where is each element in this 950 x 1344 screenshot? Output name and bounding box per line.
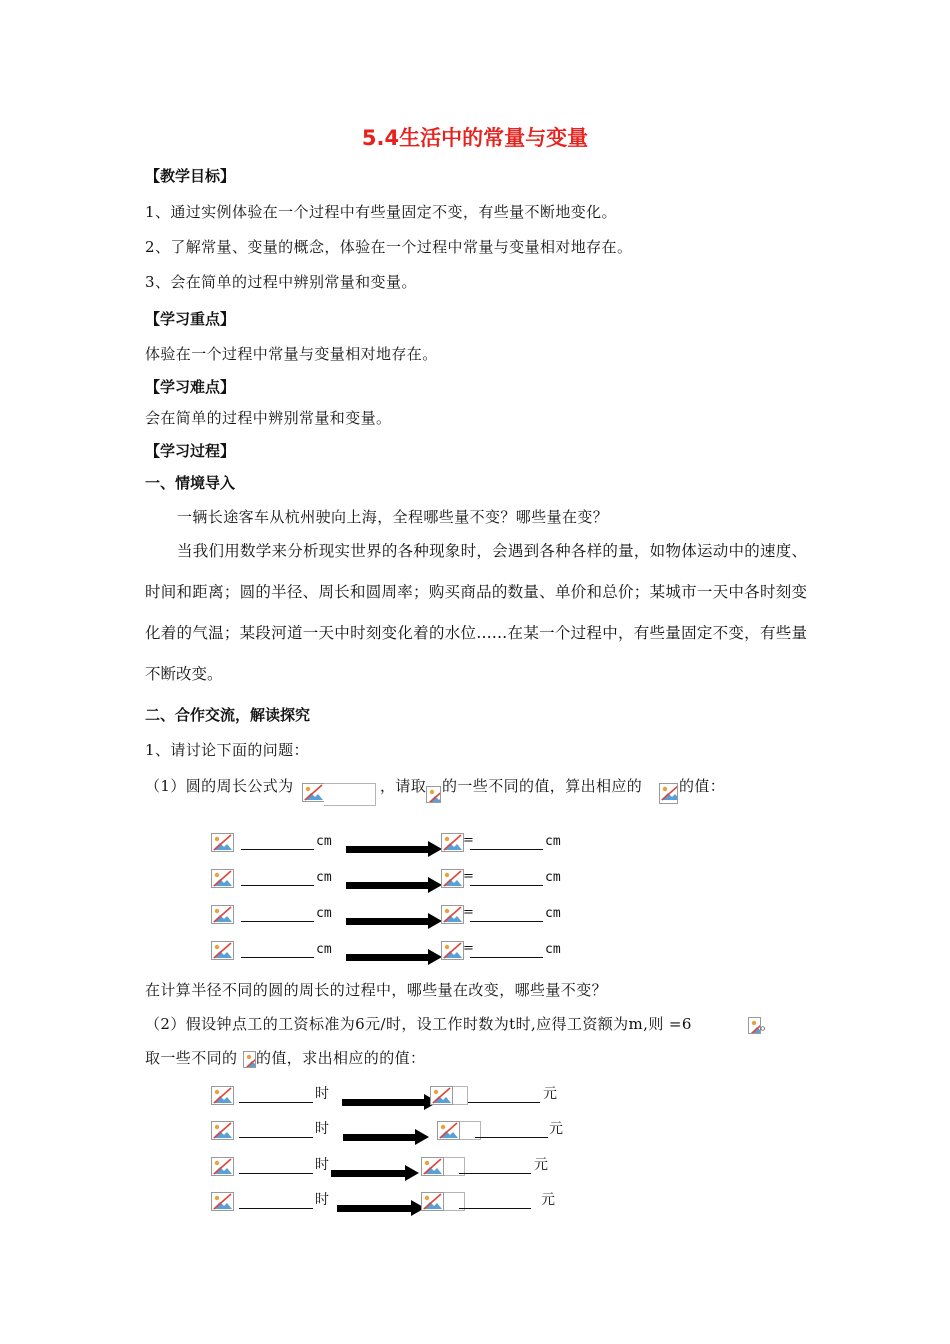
answer-blank — [239, 1173, 313, 1174]
q2-text-c: 取一些不同的 — [145, 1049, 238, 1067]
circumference-image-icon — [441, 905, 464, 924]
unit-label: 时 — [315, 1192, 329, 1208]
answer-blank — [470, 885, 543, 886]
unit-label: cm — [545, 942, 561, 957]
unit-label: 元 — [549, 1121, 563, 1137]
discuss-text: 1、请讨论下面的问题： — [145, 741, 309, 759]
unit-label: 时 — [315, 1121, 329, 1137]
hours-image-icon — [211, 1121, 234, 1140]
unit-label: cm — [316, 834, 332, 849]
unit-label: cm — [316, 942, 332, 957]
radius-image-icon — [211, 833, 234, 852]
q2-text-d: 的值，求出相应的的值： — [256, 1049, 426, 1067]
answer-blank — [239, 1208, 313, 1209]
unit-label: 时 — [315, 1086, 329, 1102]
equals-sign: = — [463, 833, 474, 848]
part1-heading: 一、情境导入 — [145, 474, 236, 492]
hours-image-icon — [211, 1157, 234, 1176]
unit-label: cm — [316, 870, 332, 885]
q1-text-d: 的值： — [679, 777, 726, 795]
unit-label: cm — [545, 906, 561, 921]
variable-r-icon — [426, 786, 441, 803]
q1-followup: 在计算半径不同的圆的周长的过程中，哪些量在改变，哪些量不变？ — [145, 981, 608, 999]
answer-blank — [459, 1173, 531, 1174]
radius-image-icon — [211, 905, 234, 924]
difficulty-text: 会在简单的过程中辨别常量和变量。 — [145, 409, 392, 427]
q2-text-a: （2）假设钟点工的工资标准为6元/时，设工作时数为t时,应得工资额为m,则 =6 — [145, 1015, 692, 1033]
answer-blank — [468, 1102, 540, 1103]
arrow-icon — [346, 918, 430, 925]
arrow-icon — [337, 1205, 413, 1212]
wage-image-icon — [430, 1086, 453, 1105]
answer-blank — [241, 957, 314, 958]
goal-item: 2、了解常量、变量的概念，体验在一个过程中常量与变量相对地存在。 — [145, 238, 633, 256]
answer-blank — [475, 1137, 548, 1138]
arrow-icon — [346, 882, 430, 889]
answer-blank — [470, 957, 543, 958]
arrow-icon — [343, 1134, 417, 1141]
goal-item: 1、通过实例体验在一个过程中有些量固定不变，有些量不断地变化。 — [145, 203, 617, 221]
equals-sign: = — [463, 905, 474, 920]
arrow-icon — [346, 846, 430, 853]
radius-image-icon — [211, 869, 234, 888]
unit-label: 时 — [315, 1157, 329, 1173]
intro-paragraph: 当我们用数学来分析现实世界的各种现象时，会遇到各种各样的量，如物体运动中的速度、时间和距离；圆的半径、周长和圆周率；购买商品的数量、单价和总价；某城市一天中各时刻变化着的气温；某段河道一天中时刻变化着的水位……在某一个过程中，有些量固定不变，有些量不断改变。 — [145, 542, 807, 683]
wage-image-frame — [453, 1086, 468, 1105]
circumference-image-icon — [441, 941, 464, 960]
answer-blank — [241, 849, 314, 850]
circumference-image-icon — [441, 833, 464, 852]
unit-label: 元 — [541, 1192, 555, 1208]
formula-image-icon — [302, 783, 325, 802]
q2-text-b: 。 — [760, 1015, 776, 1033]
process-heading: 【学习过程】 — [145, 442, 236, 460]
answer-blank — [470, 849, 543, 850]
circumference-image-icon — [441, 869, 464, 888]
wage-image-icon — [421, 1192, 444, 1211]
variable-c-icon — [659, 783, 678, 804]
variable-t-icon — [243, 1051, 256, 1068]
answer-blank — [459, 1208, 531, 1209]
unit-label: cm — [316, 906, 332, 921]
unit-label: cm — [545, 834, 561, 849]
unit-label: 元 — [534, 1157, 548, 1173]
wage-image-icon — [421, 1157, 444, 1176]
answer-blank — [239, 1137, 313, 1138]
q1-text-c: 的一些不同的值，算出相应的 — [442, 777, 643, 795]
unit-label: cm — [545, 870, 561, 885]
part2-heading: 二、合作交流，解读探究 — [145, 706, 311, 724]
equals-sign: = — [463, 869, 474, 884]
answer-blank — [470, 921, 543, 922]
arrow-icon — [331, 1170, 407, 1177]
equals-sign: = — [463, 941, 474, 956]
page-title: 5.4生活中的常量与变量 — [361, 126, 589, 150]
intro-question: 一辆长途客车从杭州驶向上海，全程哪些量不变？哪些量在变？ — [177, 508, 609, 526]
answer-blank — [241, 885, 314, 886]
goals-heading: 【教学目标】 — [145, 167, 236, 185]
answer-blank — [241, 921, 314, 922]
arrow-icon — [342, 1099, 426, 1106]
key-heading: 【学习重点】 — [145, 310, 236, 328]
answer-blank — [239, 1102, 313, 1103]
q1-text-b: ，请取 — [380, 777, 427, 795]
wage-image-icon — [437, 1121, 460, 1140]
arrow-icon — [346, 954, 430, 961]
formula-image-frame — [324, 783, 376, 806]
hours-image-icon — [211, 1192, 234, 1211]
unit-label: 元 — [543, 1086, 557, 1102]
hours-image-icon — [211, 1086, 234, 1105]
radius-image-icon — [211, 941, 234, 960]
difficulty-heading: 【学习难点】 — [145, 378, 236, 396]
q1-text-a: （1）圆的周长公式为 — [145, 777, 294, 795]
key-text: 体验在一个过程中常量与变量相对地存在。 — [145, 345, 438, 363]
goal-item: 3、会在简单的过程中辨别常量和变量。 — [145, 273, 417, 291]
